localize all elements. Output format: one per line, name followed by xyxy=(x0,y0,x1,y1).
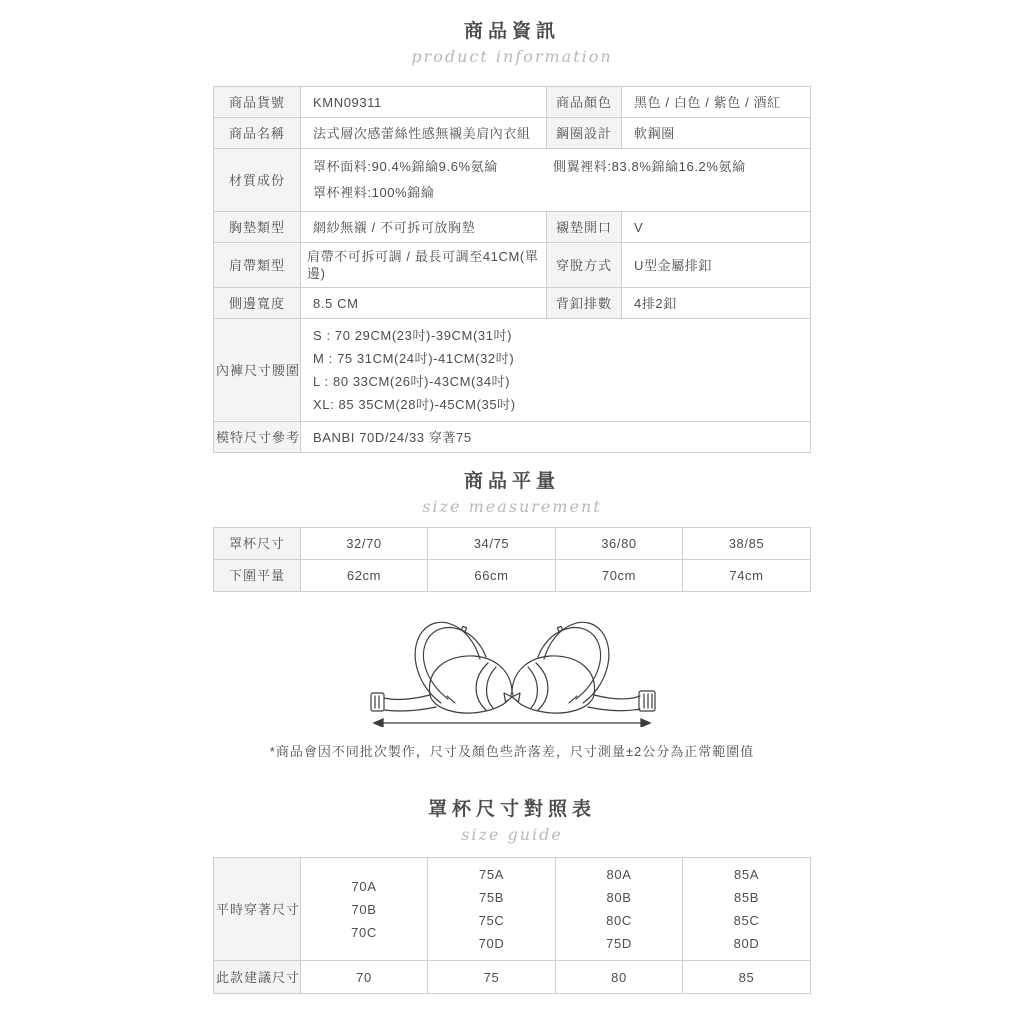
panty-size-m: M : 75 31CM(24吋)-41CM(32吋) xyxy=(313,351,515,366)
closure-value: U型金屬排釦 xyxy=(622,243,811,288)
table-row xyxy=(214,560,811,592)
underbust-value: 62cm xyxy=(301,560,428,592)
material-cup-lining: 罩杯裡料:100%錦綸 xyxy=(313,185,435,200)
cup-size-value: 34/75 xyxy=(428,528,556,560)
color-value: 黑色 / 白色 / 紫色 / 酒紅 xyxy=(622,87,811,118)
material-side-lining: 側翼裡料:83.8%錦綸16.2%氨綸 xyxy=(553,159,746,174)
pad-opening-value: V xyxy=(622,212,811,243)
table-row xyxy=(214,422,811,453)
table-row xyxy=(214,528,811,560)
strap-label: 肩帶類型 xyxy=(214,243,301,288)
table-row xyxy=(214,858,811,961)
bra-illustration xyxy=(367,612,657,727)
width-arrow xyxy=(374,719,650,727)
side-width-label: 側邊寬度 xyxy=(214,288,301,319)
underbust-value: 70cm xyxy=(556,560,683,592)
recommended-size-value: 80 xyxy=(556,961,683,994)
size-guide-header xyxy=(0,794,1024,844)
pad-value: 網紗無襯 / 不可拆可放胸墊 xyxy=(301,212,547,243)
recommended-size-value: 85 xyxy=(683,961,811,994)
panty-size-value xyxy=(301,319,811,422)
underbust-value: 74cm xyxy=(683,560,811,592)
color-label: 商品顏色 xyxy=(547,87,622,118)
product-info-table xyxy=(213,86,811,453)
recommended-size-value: 70 xyxy=(301,961,428,994)
panty-size-s: S : 70 29CM(23吋)-39CM(31吋) xyxy=(313,328,513,343)
closure-label: 穿脫方式 xyxy=(547,243,622,288)
panty-size-label: 內褲尺寸腰圍 xyxy=(214,319,301,422)
measurement-header xyxy=(0,466,1024,516)
table-row xyxy=(214,319,811,422)
model-ref-label: 模特尺寸參考 xyxy=(214,422,301,453)
size-guide-title: 罩杯尺寸對照表 xyxy=(427,799,596,820)
strap-value: 肩帶不可拆可調 / 最長可調至41CM(單邊) xyxy=(301,243,547,288)
table-row xyxy=(214,212,811,243)
material-cup-fabric: 罩杯面料:90.4%錦綸9.6%氨綸 xyxy=(313,159,498,174)
batch-variation-note: *商品會因不同批次製作，尺寸及顏色些許落差，尺寸測量±2公分為正常範圍值 xyxy=(269,744,755,759)
size-guide-table xyxy=(213,857,811,994)
product-info-subtitle: product information xyxy=(411,47,613,66)
measurement-subtitle: size measurement xyxy=(422,497,602,516)
usual-size-label: 平時穿著尺寸 xyxy=(214,858,301,961)
model-ref-value: BANBI 70D/24/33 穿著75 xyxy=(301,422,811,453)
cup-size-value: 32/70 xyxy=(301,528,428,560)
pad-label: 胸墊類型 xyxy=(214,212,301,243)
wire-label: 鋼圈設計 xyxy=(547,118,622,149)
material-value xyxy=(301,149,811,212)
cup-size-value: 36/80 xyxy=(556,528,683,560)
usual-size-col-85: 85A 85B 85C 80D xyxy=(683,858,811,961)
wire-value: 軟鋼圈 xyxy=(622,118,811,149)
measurement-title: 商品平量 xyxy=(463,471,560,492)
hook-rows-label: 背釦排數 xyxy=(547,288,622,319)
product-info-title: 商品資訊 xyxy=(463,21,560,42)
pad-opening-label: 襯墊開口 xyxy=(547,212,622,243)
panty-size-l: L : 80 33CM(26吋)-43CM(34吋) xyxy=(313,374,511,389)
product-info-header xyxy=(0,16,1024,66)
usual-size-col-75: 75A 75B 75C 70D xyxy=(428,858,556,961)
table-row xyxy=(214,149,811,212)
cup-size-label: 罩杯尺寸 xyxy=(214,528,301,560)
measurement-table xyxy=(213,527,811,592)
cup-size-value: 38/85 xyxy=(683,528,811,560)
item-no-label: 商品貨號 xyxy=(214,87,301,118)
size-guide-subtitle: size guide xyxy=(461,825,563,844)
material-label: 材質成份 xyxy=(214,149,301,212)
underbust-value: 66cm xyxy=(428,560,556,592)
panty-size-xl: XL: 85 35CM(28吋)-45CM(35吋) xyxy=(313,397,516,412)
recommended-size-label: 此款建議尺寸 xyxy=(214,961,301,994)
side-width-value: 8.5 CM xyxy=(301,288,547,319)
hook-rows-value: 4排2釦 xyxy=(622,288,811,319)
recommended-size-value: 75 xyxy=(428,961,556,994)
name-label: 商品名稱 xyxy=(214,118,301,149)
table-row xyxy=(214,118,811,149)
table-row xyxy=(214,87,811,118)
usual-size-col-70: 70A 70B 70C xyxy=(301,858,428,961)
item-no-value: KMN09311 xyxy=(301,87,547,118)
name-value: 法式層次感蕾絲性感無襯美肩內衣組 xyxy=(301,118,547,149)
table-row xyxy=(214,243,811,288)
usual-size-col-80: 80A 80B 80C 75D xyxy=(556,858,683,961)
bra-diagram-svg xyxy=(367,612,657,727)
table-row xyxy=(214,961,811,994)
table-row xyxy=(214,288,811,319)
underbust-label: 下圍平量 xyxy=(214,560,301,592)
